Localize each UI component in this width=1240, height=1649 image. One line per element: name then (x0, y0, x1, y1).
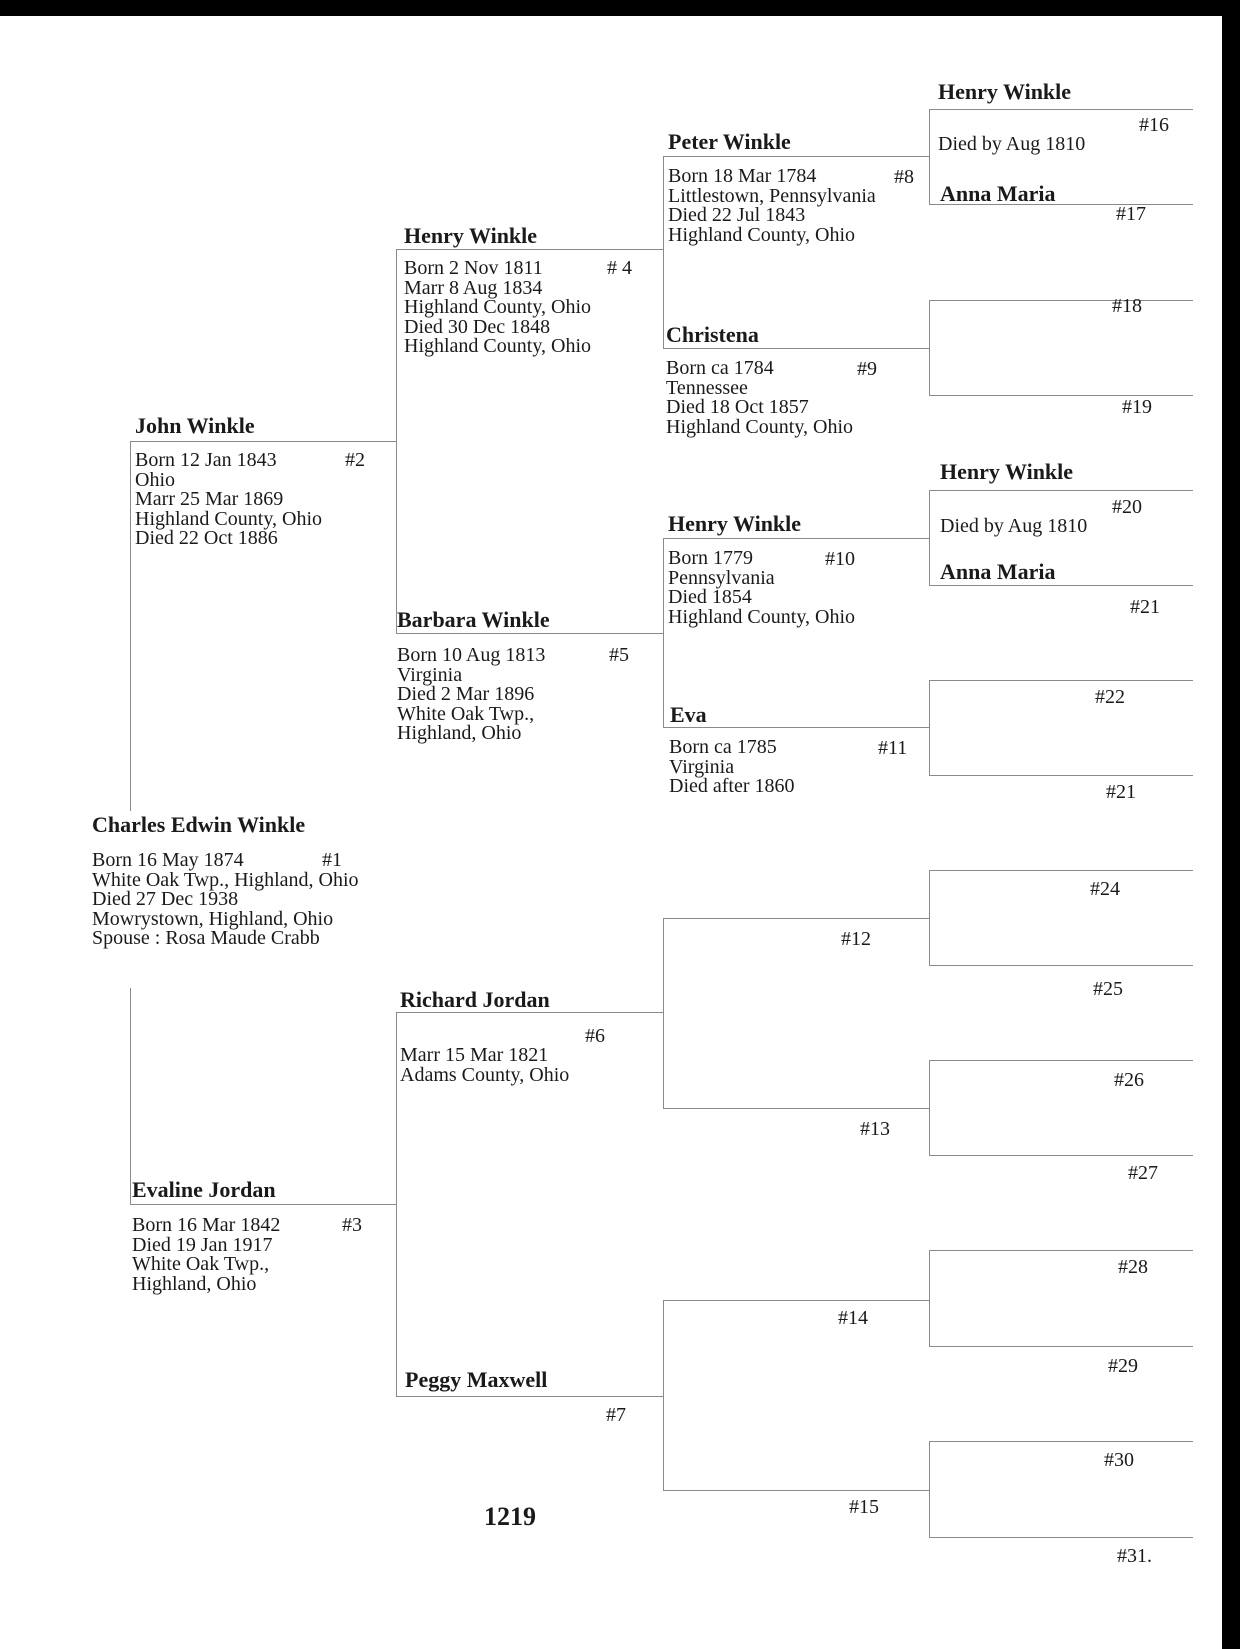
connector-line (929, 870, 1193, 871)
connector-line (929, 680, 1193, 681)
person-2-marr-place: Highland County, Ohio (135, 507, 323, 530)
person-7-number: #7 (606, 1404, 626, 1426)
person-4-died: Died 30 Dec 1848 (404, 315, 551, 338)
person-3-details (132, 1216, 280, 1294)
person-10-died-place: Highland County, Ohio (668, 605, 856, 628)
connector-line (663, 1108, 929, 1109)
connector-line (929, 680, 930, 775)
person-17-name: Anna Maria (940, 181, 1056, 206)
person-5-born: Born 10 Aug 1813 (397, 644, 546, 666)
person-5-died-place-2: Highland, Ohio (397, 722, 522, 744)
person-20-name: Henry Winkle (940, 459, 1074, 484)
person-1-born: Born 16 May 1874 (92, 849, 244, 871)
connector-line (929, 1250, 1193, 1251)
person-19-number: #19 (1122, 396, 1152, 418)
connector-line (929, 1441, 1193, 1442)
person-1-died: Died 27 Dec 1938 (92, 888, 239, 910)
person-8-born: Born 18 Mar 1784 (668, 165, 817, 187)
person-16-died: Died by Aug 1810 (938, 133, 1086, 155)
person-11-died: Died after 1860 (669, 775, 795, 797)
connector-line (929, 300, 930, 395)
connector-line (396, 633, 663, 634)
person-6-marr-place: Adams County, Ohio (400, 1063, 570, 1086)
connector-line (396, 1012, 663, 1013)
person-4-marr: Marr 8 Aug 1834 (404, 276, 543, 299)
person-16-details (938, 135, 1085, 155)
person-2-died: Died 22 Oct 1886 (135, 527, 278, 549)
person-8-died-place: Highland County, Ohio (668, 223, 856, 246)
person-12-number: #12 (841, 928, 871, 950)
connector-line (396, 1012, 397, 1396)
person-6-name: Richard Jordan (400, 987, 550, 1012)
connector-line (663, 1300, 664, 1490)
person-14-number: #14 (838, 1307, 868, 1329)
connector-line (130, 1204, 396, 1205)
person-7-name: Peggy Maxwell (405, 1367, 548, 1392)
person-8-born-place: Littlestown, Pennsylvania (668, 184, 876, 207)
connector-line (929, 870, 930, 965)
person-2-marr: Marr 25 Mar 1869 (135, 488, 284, 510)
person-5-name: Barbara Winkle (397, 607, 550, 632)
person-8-details (668, 167, 876, 245)
person-11-number: #11 (878, 737, 908, 759)
connector-line (396, 249, 663, 250)
connector-line (929, 490, 1193, 491)
person-3-born: Born 16 Mar 1842 (132, 1214, 281, 1236)
connector-line (929, 1537, 1193, 1538)
person-10-died: Died 1854 (668, 586, 752, 608)
person-31-number: #31. (1117, 1545, 1152, 1567)
person-17-number: #17 (1116, 203, 1146, 225)
person-4-died-place: Highland County, Ohio (404, 335, 592, 357)
person-5-died: Died 2 Mar 1896 (397, 683, 535, 705)
connector-line (929, 1250, 930, 1346)
person-11-name: Eva (670, 702, 707, 727)
person-1-number: #1 (322, 849, 342, 871)
person-2-born: Born 12 Jan 1843 (135, 449, 277, 471)
person-20-details (940, 517, 1087, 537)
person-5-number: #5 (609, 644, 629, 666)
connector-line (663, 918, 929, 919)
connector-line (929, 1060, 1193, 1061)
person-27-number: #27 (1128, 1162, 1158, 1184)
connector-line (663, 918, 664, 1108)
person-1-name: Charles Edwin Winkle (92, 812, 306, 837)
person-28-number: #28 (1118, 1256, 1148, 1278)
person-2-details (135, 451, 322, 549)
person-13-number: #13 (860, 1118, 890, 1140)
connector-line (929, 109, 1193, 110)
person-1-died-place: Mowrystown, Highland, Ohio (92, 907, 334, 930)
connector-line (929, 965, 1193, 966)
person-1-spouse: Spouse : Rosa Maude Crabb (92, 927, 320, 949)
connector-line (929, 300, 1193, 301)
person-3-died-place-2: Highland, Ohio (132, 1272, 257, 1295)
connector-line (130, 441, 396, 442)
connector-line (929, 1060, 930, 1155)
person-9-name: Christena (666, 322, 759, 347)
person-2-born-place: Ohio (135, 468, 175, 491)
person-4-number: # 4 (607, 257, 632, 279)
person-11-born-place: Virginia (669, 755, 735, 778)
person-3-name: Evaline Jordan (132, 1177, 276, 1202)
connector-line (929, 395, 1193, 396)
person-8-number: #8 (894, 166, 914, 188)
person-5-died-place: White Oak Twp., (397, 702, 535, 725)
connector-line (663, 348, 929, 349)
person-9-born-place: Tennessee (666, 376, 748, 399)
person-16-name: Henry Winkle (938, 79, 1072, 104)
person-2-number: #2 (345, 449, 365, 471)
connector-line (929, 775, 1193, 776)
person-20-died: Died by Aug 1810 (940, 515, 1088, 537)
person-3-number: #3 (342, 1214, 362, 1236)
person-2-name: John Winkle (135, 413, 255, 438)
connector-line (929, 1346, 1193, 1347)
person-18-number: #18 (1112, 295, 1142, 317)
person-10-details (668, 549, 855, 627)
connector-line (396, 1396, 663, 1397)
connector-line (929, 585, 1193, 586)
scan-border-top (0, 0, 1240, 16)
person-10-number: #10 (825, 548, 855, 570)
person-6-details (400, 1046, 569, 1085)
person-9-born: Born ca 1784 (666, 357, 774, 379)
person-21-number: #21 (1130, 596, 1160, 618)
person-5-details (397, 646, 545, 744)
person-8-died: Died 22 Jul 1843 (668, 204, 806, 226)
person-25-number: #25 (1093, 978, 1123, 1000)
connector-line (663, 156, 664, 348)
person-5-born-place: Virginia (397, 663, 463, 686)
connector-line (663, 156, 929, 157)
person-4-born: Born 2 Nov 1811 (404, 257, 543, 279)
person-4-details (404, 259, 591, 357)
scan-border-right (1222, 0, 1240, 1649)
person-30-number: #30 (1104, 1449, 1134, 1471)
person-3-died: Died 19 Jan 1917 (132, 1233, 273, 1256)
person-10-born: Born 1779 (668, 547, 753, 569)
person-10-born-place: Pennsylvania (668, 566, 775, 589)
person-9-number: #9 (857, 358, 877, 380)
person-20-number: #20 (1112, 496, 1142, 518)
person-29-number: #29 (1108, 1355, 1138, 1377)
person-21-name: Anna Maria (940, 559, 1056, 584)
person-11-details (669, 738, 795, 797)
person-6-marr: Marr 15 Mar 1821 (400, 1044, 549, 1066)
person-24-number: #24 (1090, 878, 1120, 900)
page-number: 1219 (484, 1502, 536, 1531)
connector-line (663, 1490, 929, 1491)
connector-line (396, 249, 397, 633)
person-1-born-place: White Oak Twp., Highland, Ohio (92, 868, 359, 891)
person-3-died-place: White Oak Twp., (132, 1253, 270, 1275)
person-4-name: Henry Winkle (404, 223, 538, 248)
person-1-details (92, 851, 359, 949)
person-22-number: #22 (1095, 686, 1125, 708)
person-4-marr-place: Highland County, Ohio (404, 296, 592, 318)
person-9-details (666, 359, 853, 437)
person-16-number: #16 (1139, 114, 1169, 136)
person-9-died-place: Highland County, Ohio (666, 415, 854, 438)
person-9-died: Died 18 Oct 1857 (666, 396, 809, 418)
connector-line (663, 538, 664, 727)
connector-line (130, 988, 131, 1204)
person-8-name: Peter Winkle (668, 129, 791, 154)
connector-line (130, 441, 131, 811)
connector-line (929, 1441, 930, 1537)
connector-line (663, 538, 929, 539)
connector-line (929, 109, 930, 204)
person-11-born: Born ca 1785 (669, 736, 777, 758)
connector-line (663, 727, 929, 728)
person-6-number: #6 (585, 1025, 605, 1047)
person-23-number: #21 (1106, 781, 1136, 803)
connector-line (663, 1300, 929, 1301)
connector-line (929, 1155, 1193, 1156)
person-10-name: Henry Winkle (668, 511, 802, 536)
connector-line (929, 490, 930, 585)
person-15-number: #15 (849, 1496, 879, 1518)
person-26-number: #26 (1114, 1069, 1144, 1091)
